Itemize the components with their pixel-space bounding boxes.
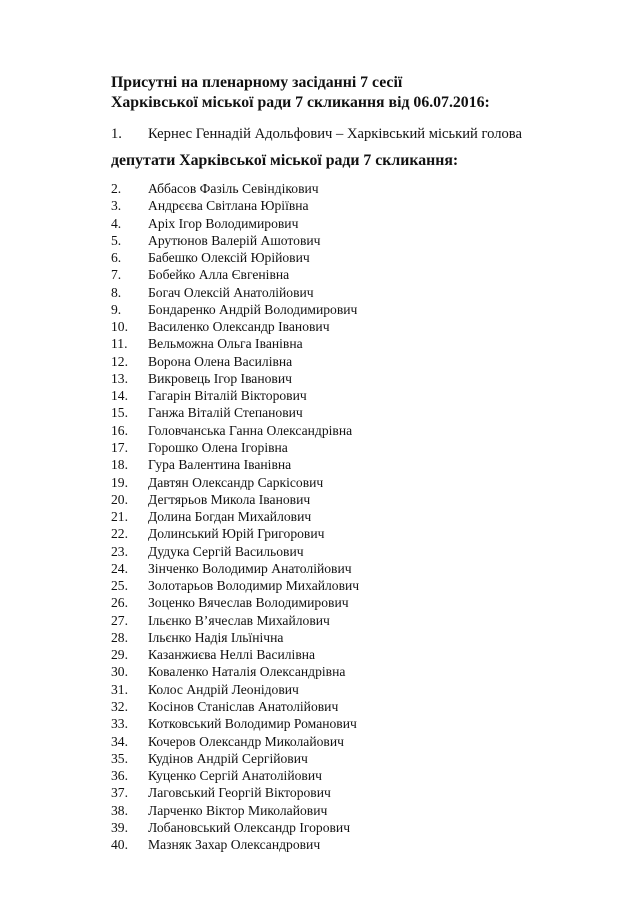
deputy-number: 19. bbox=[111, 474, 128, 490]
list-item bbox=[111, 594, 359, 611]
list-item bbox=[111, 733, 359, 750]
deputy-name: Горошко Олена Ігорівна bbox=[148, 439, 288, 455]
deputy-name: Лобановський Олександр Ігорович bbox=[148, 819, 351, 835]
deputy-name: Аріх Ігор Володимирович bbox=[148, 215, 299, 231]
deputy-number: 6. bbox=[111, 250, 122, 266]
deputy-number: 34. bbox=[111, 733, 128, 749]
deputy-name: Кочеров Олександр Миколайович bbox=[148, 733, 344, 749]
deputy-number: 9. bbox=[111, 301, 122, 317]
deputy-name: Косінов Станіслав Анатолійович bbox=[148, 698, 339, 714]
deputy-name: Куценко Сергій Анатолійович bbox=[148, 768, 322, 784]
deputy-name: Золотарьов Володимир Михайлович bbox=[148, 578, 360, 594]
deputy-number: 31. bbox=[111, 681, 128, 697]
deputy-number: 36. bbox=[111, 768, 128, 784]
deputy-name: Котковський Володимир Романович bbox=[148, 716, 357, 732]
list-item bbox=[111, 301, 359, 318]
deputy-name: Бобейко Алла Євгенівна bbox=[148, 267, 290, 283]
deputy-name: Арутюнов Валерій Ашотович bbox=[148, 232, 321, 248]
list-item bbox=[111, 387, 359, 404]
mayor-text: Кернес Геннадій Адольфович – Харківський міський голова bbox=[148, 126, 522, 142]
list-item bbox=[111, 422, 359, 439]
list-item bbox=[111, 750, 359, 767]
deputy-name: Андрєєва Світлана Юріївна bbox=[148, 198, 309, 214]
deputy-number: 18. bbox=[111, 457, 128, 473]
deputy-number: 39. bbox=[111, 819, 128, 835]
deputy-name: Дегтярьов Микола Іванович bbox=[148, 491, 311, 507]
deputy-name: Дудука Сергій Васильович bbox=[148, 543, 304, 559]
deputy-name: Кудінов Андрій Сергійович bbox=[148, 750, 308, 766]
document-title bbox=[111, 73, 490, 113]
deputy-name: Ворона Олена Василівна bbox=[148, 353, 293, 369]
deputy-number: 28. bbox=[111, 629, 128, 645]
deputy-name: Ільєнко Надія Ільїнічна bbox=[148, 629, 284, 645]
title-line-2: Харківської міської ради 7 скликання від 06.07.2016: bbox=[111, 94, 490, 111]
deputy-number: 17. bbox=[111, 439, 128, 455]
deputy-number: 4. bbox=[111, 215, 122, 231]
list-item bbox=[111, 508, 359, 525]
deputy-number: 3. bbox=[111, 198, 122, 214]
list-item bbox=[111, 802, 359, 819]
deputy-name: Бондаренко Андрій Володимирович bbox=[148, 301, 358, 317]
deputy-number: 14. bbox=[111, 388, 128, 404]
list-item bbox=[111, 612, 359, 629]
deputy-number: 38. bbox=[111, 802, 128, 818]
list-item bbox=[111, 715, 359, 732]
deputy-number: 27. bbox=[111, 612, 128, 628]
deputy-number: 23. bbox=[111, 543, 128, 559]
list-item bbox=[111, 543, 359, 560]
list-item bbox=[111, 404, 359, 421]
deputy-number: 15. bbox=[111, 405, 128, 421]
list-item bbox=[111, 646, 359, 663]
deputy-name: Василенко Олександр Іванович bbox=[148, 319, 330, 335]
list-item bbox=[111, 560, 359, 577]
deputy-number: 10. bbox=[111, 319, 128, 335]
list-item bbox=[111, 284, 359, 301]
list-item bbox=[111, 335, 359, 352]
list-item bbox=[111, 197, 359, 214]
deputy-number: 11. bbox=[111, 336, 128, 352]
list-item bbox=[111, 370, 359, 387]
deputy-name: Богач Олексій Анатолійович bbox=[148, 284, 314, 300]
deputy-number: 2. bbox=[111, 181, 122, 196]
list-item bbox=[111, 698, 359, 715]
deputy-number: 32. bbox=[111, 698, 128, 714]
list-item bbox=[111, 439, 359, 456]
list-item bbox=[111, 784, 359, 801]
deputy-name: Долинський Юрій Григорович bbox=[148, 526, 325, 542]
list-item bbox=[111, 629, 359, 646]
deputy-number: 20. bbox=[111, 491, 128, 507]
deputy-name: Коваленко Наталія Олександрівна bbox=[148, 664, 346, 680]
deputy-number: 37. bbox=[111, 785, 128, 801]
deputy-number: 26. bbox=[111, 595, 128, 611]
list-item bbox=[111, 456, 359, 473]
deputy-number: 7. bbox=[111, 267, 122, 283]
deputy-name: Головчанська Ганна Олександрівна bbox=[148, 422, 353, 438]
title-line-1: Присутні на пленарному засіданні 7 сесії bbox=[111, 74, 403, 91]
deputy-name: Казанжиєва Неллі Василівна bbox=[148, 647, 316, 663]
deputy-number: 8. bbox=[111, 284, 122, 300]
list-item bbox=[111, 767, 359, 784]
mayor-entry bbox=[111, 124, 581, 144]
deputy-name: Колос Андрій Леонідович bbox=[148, 681, 299, 697]
deputy-number: 40. bbox=[111, 837, 128, 853]
list-item bbox=[111, 474, 359, 491]
list-item bbox=[111, 525, 359, 542]
deputy-name: Лаговський Георгій Вікторович bbox=[148, 785, 331, 801]
list-item bbox=[111, 819, 359, 836]
list-item bbox=[111, 266, 359, 283]
deputy-name: Давтян Олександр Саркісович bbox=[148, 474, 324, 490]
list-item bbox=[111, 180, 359, 197]
deputy-name: Ганжа Віталій Степанович bbox=[148, 405, 303, 421]
list-item bbox=[111, 318, 359, 335]
deputies-list bbox=[111, 180, 359, 853]
deputy-number: 21. bbox=[111, 509, 128, 525]
deputies-heading: депутати Харківської міської ради 7 скликання: bbox=[111, 152, 459, 169]
list-item bbox=[111, 663, 359, 680]
deputy-number: 29. bbox=[111, 647, 128, 663]
deputy-name: Ларченко Віктор Миколайович bbox=[148, 802, 328, 818]
list-item bbox=[111, 353, 359, 370]
deputy-name: Гура Валентина Іванівна bbox=[148, 457, 292, 473]
mayor-number: 1. bbox=[111, 126, 122, 142]
list-item bbox=[111, 491, 359, 508]
list-item bbox=[111, 836, 359, 853]
deputy-number: 13. bbox=[111, 370, 128, 386]
deputy-number: 30. bbox=[111, 664, 128, 680]
deputy-name: Долина Богдан Михайлович bbox=[148, 509, 312, 525]
deputy-name: Аббасов Фазіль Севіндікович bbox=[148, 181, 319, 196]
deputy-number: 16. bbox=[111, 422, 128, 438]
deputy-number: 5. bbox=[111, 232, 122, 248]
list-item bbox=[111, 681, 359, 698]
deputy-name: Гагарін Віталій Вікторович bbox=[148, 388, 307, 404]
deputy-name: Зоценко Вячеслав Володимирович bbox=[148, 595, 349, 611]
deputy-number: 24. bbox=[111, 560, 128, 576]
list-item bbox=[111, 215, 359, 232]
list-item bbox=[111, 232, 359, 249]
deputy-number: 25. bbox=[111, 578, 128, 594]
deputy-name: Мазняк Захар Олександрович bbox=[148, 837, 321, 853]
deputy-number: 22. bbox=[111, 526, 128, 542]
deputy-name: Зінченко Володимир Анатолійович bbox=[148, 560, 352, 576]
list-item bbox=[111, 249, 359, 266]
deputy-name: Бабешко Олексій Юрійович bbox=[148, 250, 310, 266]
deputy-name: Викровець Ігор Іванович bbox=[148, 370, 292, 386]
deputy-name: Вельможна Ольга Іванівна bbox=[148, 336, 303, 352]
deputy-number: 33. bbox=[111, 716, 128, 732]
deputy-number: 12. bbox=[111, 353, 128, 369]
deputy-number: 35. bbox=[111, 750, 128, 766]
list-item bbox=[111, 577, 359, 594]
deputy-name: Ільєнко В’ячеслав Михайлович bbox=[148, 612, 330, 628]
